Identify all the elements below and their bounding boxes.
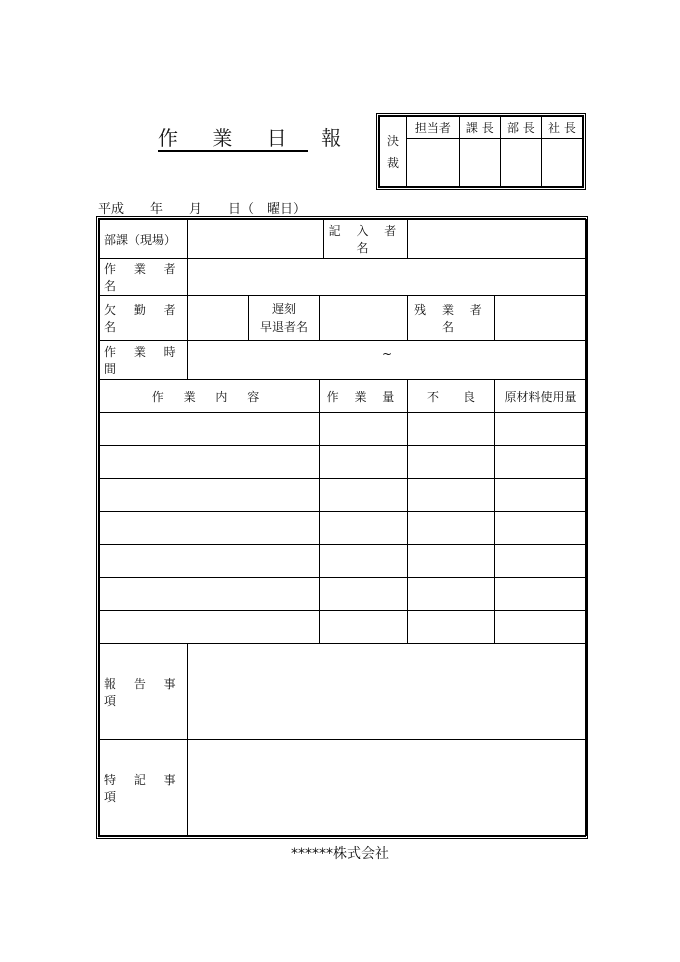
- work-content-cell[interactable]: [100, 512, 320, 545]
- table-row: [100, 479, 587, 512]
- approval-role-shacho: 社 長: [541, 117, 582, 139]
- work-content-cell[interactable]: [100, 578, 320, 611]
- writer-field[interactable]: [408, 220, 587, 259]
- table-row: [100, 512, 587, 545]
- approval-role-bucho: 部 長: [500, 117, 541, 139]
- stamp-cell-tanto[interactable]: [407, 139, 460, 187]
- notes-field[interactable]: [188, 740, 587, 836]
- absent-label: 欠 勤 者 名: [100, 296, 188, 341]
- material-cell[interactable]: [495, 413, 587, 446]
- writer-label: 記 入 者 名: [324, 220, 408, 259]
- work-content-cell[interactable]: [100, 413, 320, 446]
- work-content-cell[interactable]: [100, 446, 320, 479]
- work-time-label: 作 業 時 間: [100, 341, 188, 380]
- work-content-cell[interactable]: [100, 611, 320, 644]
- work-amount-cell[interactable]: [320, 413, 408, 446]
- absent-field[interactable]: [188, 296, 249, 341]
- date-line: 平成 年 月 日（ 曜日）: [98, 202, 307, 217]
- stamp-cell-kacho[interactable]: [459, 139, 500, 187]
- dept-label: 部課（現場）: [100, 220, 188, 259]
- company-name: ******株式会社: [291, 846, 389, 862]
- defect-cell[interactable]: [408, 545, 495, 578]
- header-work-amount: 作 業 量: [320, 380, 408, 413]
- late-early-field[interactable]: [320, 296, 408, 341]
- stamp-cell-bucho[interactable]: [500, 139, 541, 187]
- approval-side-char-2: 裁: [386, 155, 399, 170]
- material-cell[interactable]: [495, 611, 587, 644]
- work-content-cell[interactable]: [100, 545, 320, 578]
- worker-label: 作 業 者 名: [100, 259, 188, 296]
- late-early-label: [249, 296, 320, 341]
- table-row: [100, 545, 587, 578]
- material-cell[interactable]: [495, 512, 587, 545]
- table-row: [100, 413, 587, 446]
- work-amount-cell[interactable]: [320, 578, 408, 611]
- defect-cell[interactable]: [408, 611, 495, 644]
- approval-side-label: [380, 117, 407, 187]
- defect-cell[interactable]: [408, 446, 495, 479]
- material-cell[interactable]: [495, 446, 587, 479]
- table-row: [100, 578, 587, 611]
- work-amount-cell[interactable]: [320, 446, 408, 479]
- time-separator: ~: [381, 347, 393, 361]
- header-defect: 不 良: [408, 380, 495, 413]
- approval-role-kacho: 課 長: [459, 117, 500, 139]
- dept-field[interactable]: [188, 220, 324, 259]
- defect-cell[interactable]: [408, 578, 495, 611]
- work-amount-cell[interactable]: [320, 611, 408, 644]
- work-amount-cell[interactable]: [320, 545, 408, 578]
- header-work-content: 作 業 内 容: [100, 380, 320, 413]
- daily-report-form: [96, 216, 588, 839]
- report-label: 報 告 事 項: [100, 644, 188, 740]
- notes-label: 特 記 事 項: [100, 740, 188, 836]
- defect-cell[interactable]: [408, 512, 495, 545]
- late-label-line2: 早退者名: [259, 320, 308, 334]
- approval-side-char-1: 決: [386, 133, 399, 148]
- approval-box: [376, 113, 586, 190]
- table-row: [100, 446, 587, 479]
- work-amount-cell[interactable]: [320, 479, 408, 512]
- work-time-field[interactable]: [188, 341, 587, 380]
- report-field[interactable]: [188, 644, 587, 740]
- material-cell[interactable]: [495, 578, 587, 611]
- header-material-usage: 原材料使用量: [495, 380, 587, 413]
- material-cell[interactable]: [495, 545, 587, 578]
- overtime-field[interactable]: [495, 296, 587, 341]
- table-row: [100, 611, 587, 644]
- overtime-label: 残 業 者 名: [408, 296, 495, 341]
- worker-field[interactable]: [188, 259, 587, 296]
- approval-role-tanto: 担当者: [407, 117, 460, 139]
- page-title: 作 業 日 報: [158, 122, 308, 152]
- late-label-line1: 遅刻: [271, 302, 296, 316]
- defect-cell[interactable]: [408, 479, 495, 512]
- stamp-cell-shacho[interactable]: [541, 139, 582, 187]
- work-content-cell[interactable]: [100, 479, 320, 512]
- material-cell[interactable]: [495, 479, 587, 512]
- work-amount-cell[interactable]: [320, 512, 408, 545]
- defect-cell[interactable]: [408, 413, 495, 446]
